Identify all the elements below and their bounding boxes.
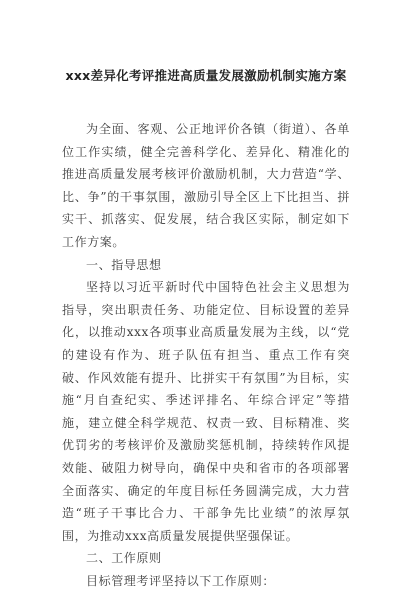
section-1-paragraph: 坚持以习近平新时代中国特色社会主义思想为指导，突出职责任务、功能定位、目标设置的差异化，以推动xxx各项事业高质量发展为主线，以“党的建设有作为、班子队伍有担当、重点工作有突破、作风效能有提升、比拼实干有氛围”为目标，实施“月自查纪实、季述评排名、年综合评定”等措施，建立健全科学规范、权责一致、目标精准、奖优罚劣的考核评价及激励奖惩机制，持续转作风提效能、破阻力树导向，确保中央和省市的各项部署全面落实、确定的年度目标任务圆满完成，大力营造“班子干事比合力、干部争先比业绩”的浓厚氛围，为推动xxx高质量发展提供坚强保证。 — [62, 280, 350, 543]
document-title: xxx差异化考评推进高质量发展激励机制实施方案 — [65, 68, 347, 83]
section-2-paragraph: 目标管理考评坚持以下工作原则： — [86, 573, 276, 588]
section-2-heading: 二、工作原则 — [86, 551, 162, 566]
intro-paragraph: 为全面、客观、公正地评价各镇（街道）、各单位工作实绩，健全完善科学化、差异化、精准化的推进高质量发展考核评价激励机制，大力营造“学、比、争”的干事氛围，激励引导全区上下比担当、拼实干、抓落实、促发展，结合我区实际，制定如下工作方案。 — [62, 122, 350, 249]
section-1-heading: 一、指导思想 — [86, 257, 162, 272]
